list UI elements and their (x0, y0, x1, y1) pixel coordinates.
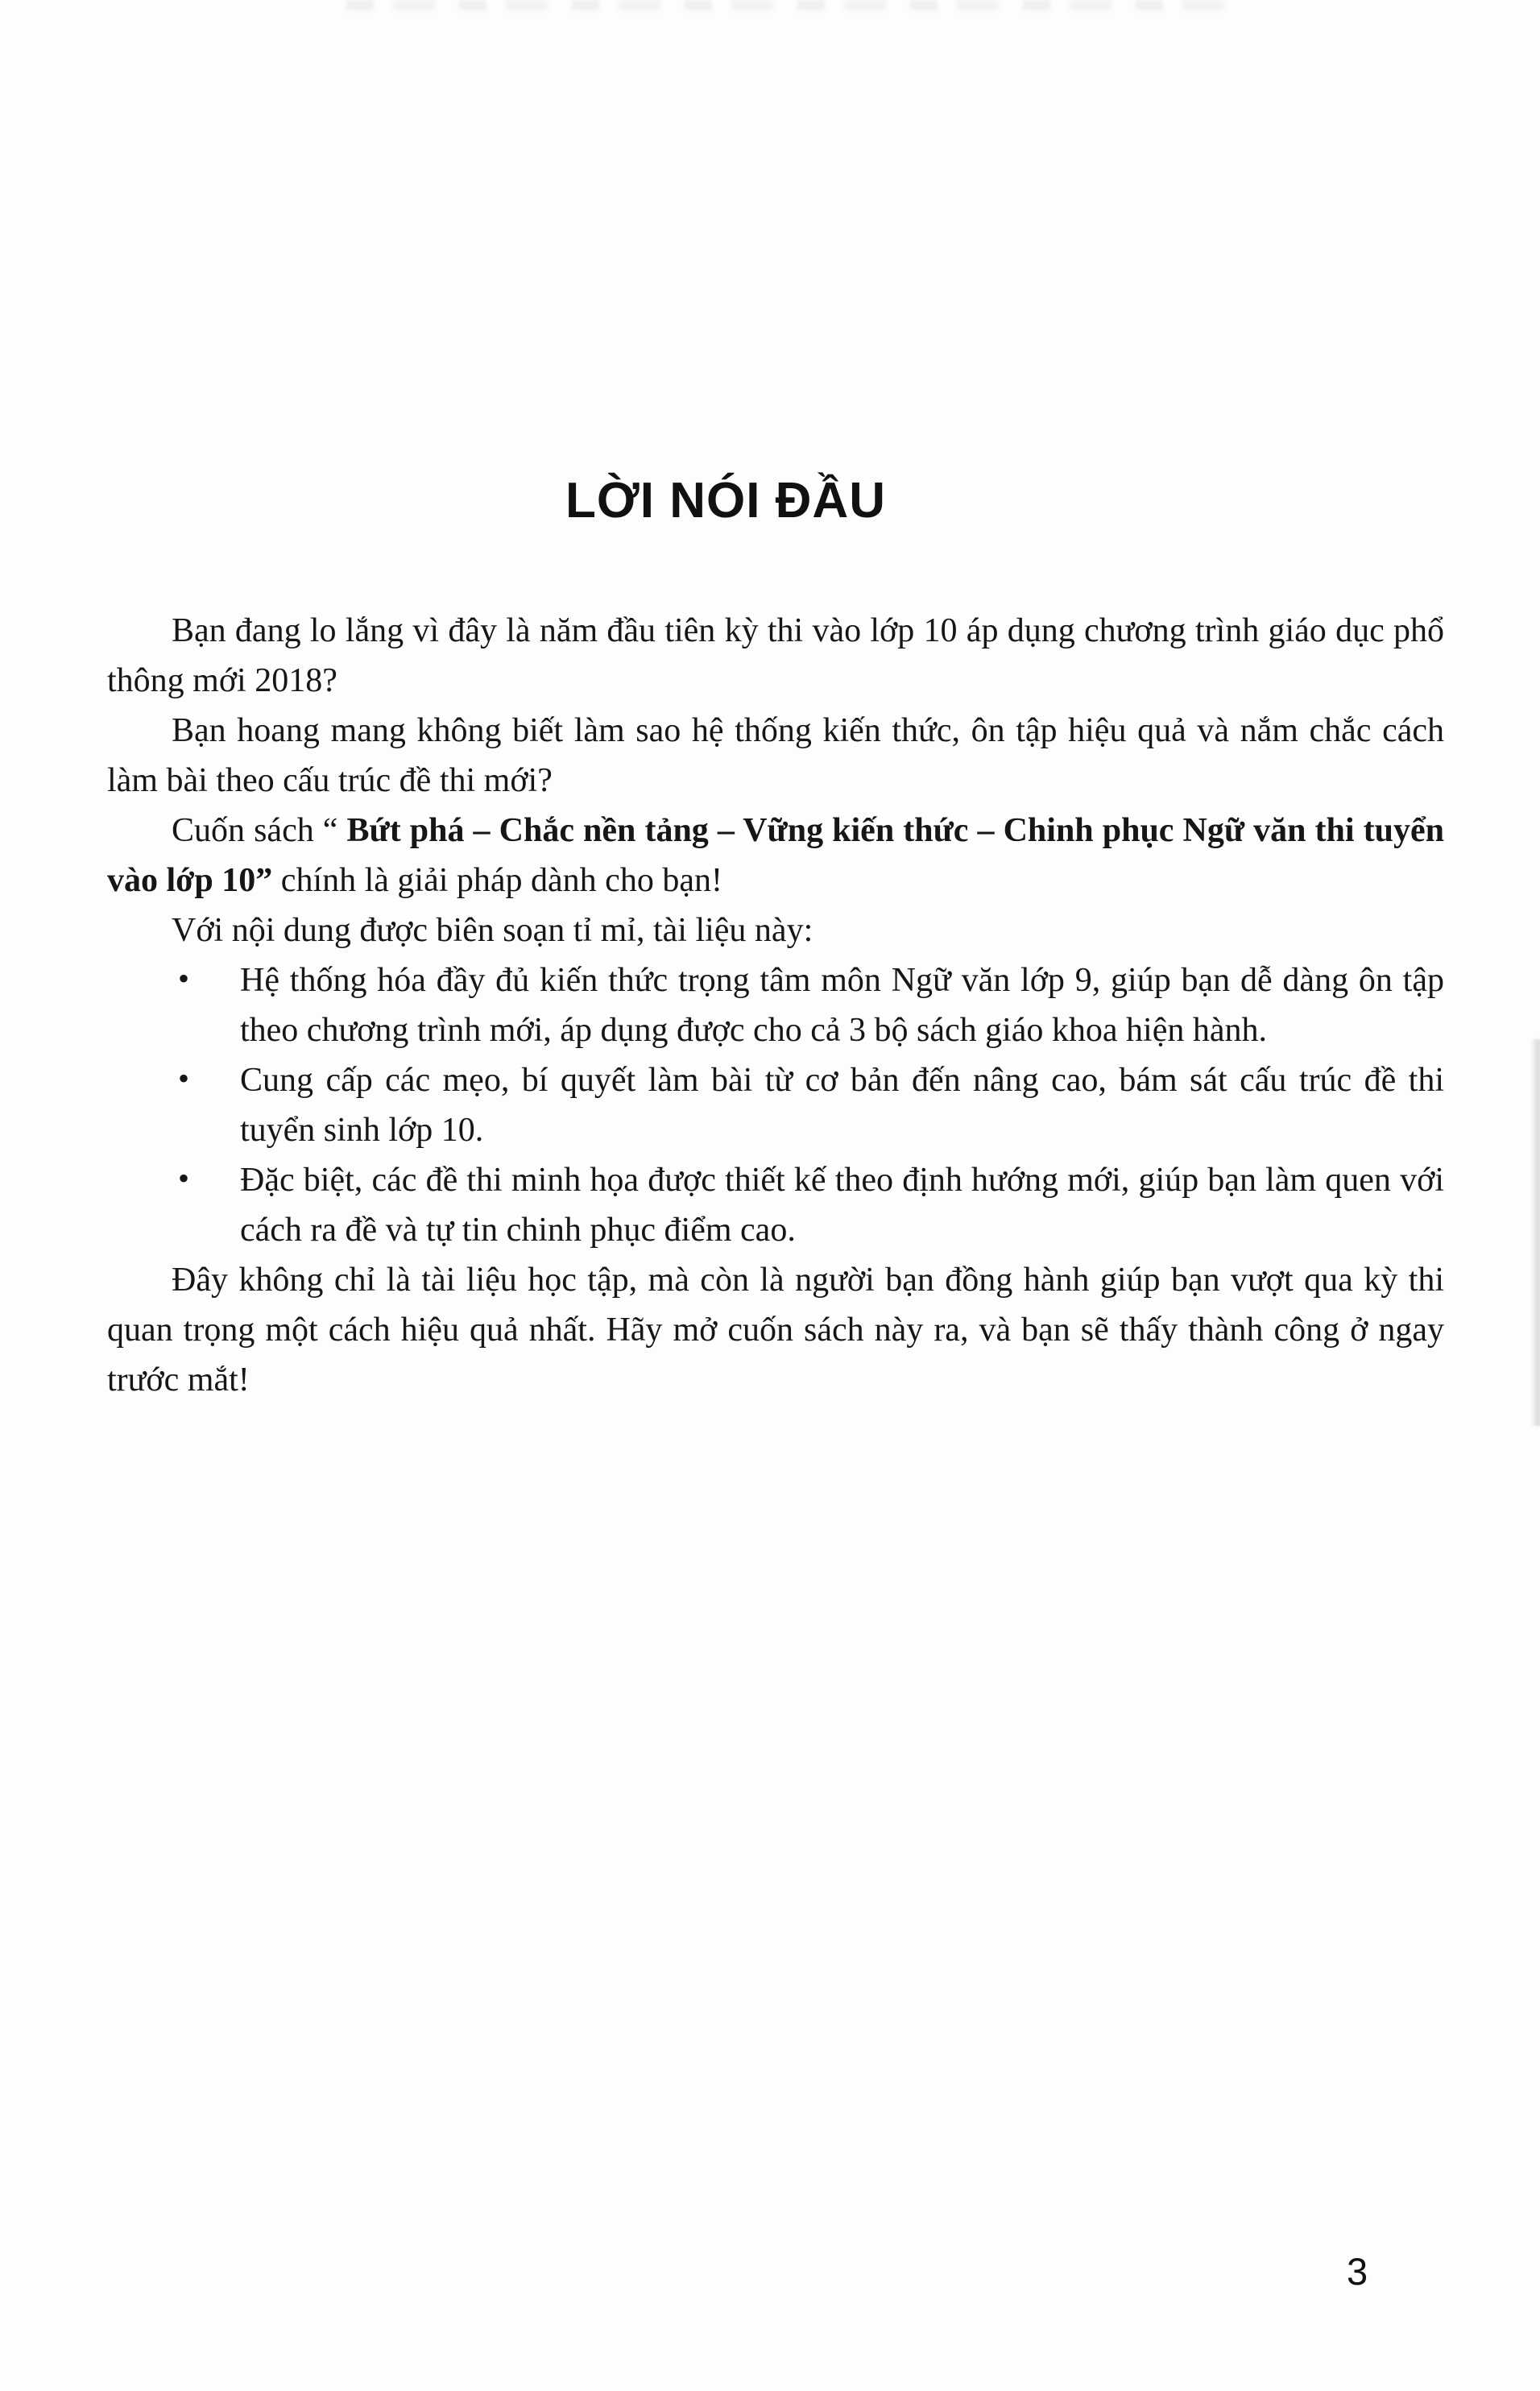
list-item-text: Đặc biệt, các đề thi minh họa được thiết kế theo định hướng mới, giúp bạn làm quen với cách ra đề và tự tin chinh phục điểm cao. (240, 1162, 1444, 1249)
paragraph-book-title (107, 806, 1444, 905)
page-content (107, 469, 1444, 1405)
paragraph-lead-in: Với nội dung được biên soạn tỉ mỉ, tài liệu này: (172, 912, 813, 949)
list-item (107, 1055, 1444, 1155)
bullet-icon: • (178, 1160, 190, 1196)
list-item (107, 955, 1444, 1055)
book-title-bold: Bứt phá – Chắc nền tảng – Vững kiến thức – Chinh phục Ngữ văn thi tuyển vào lớp 10” (107, 812, 1444, 899)
paragraph-intro-2: Bạn hoang mang không biết làm sao hệ thống kiến thức, ôn tập hiệu quả và nắm chắc cách làm bài theo cấu trúc đề thi mới? (107, 712, 1444, 799)
bullet-icon: • (178, 1060, 190, 1096)
list-item-text: Hệ thống hóa đầy đủ kiến thức trọng tâm môn Ngữ văn lớp 9, giúp bạn dễ dàng ôn tập theo chương trình mới, áp dụng được cho cả 3 bộ sách giáo khoa hiện hành. (240, 962, 1444, 1049)
book-title-prefix: Cuốn sách “ (172, 812, 347, 849)
scan-artifact-top (346, 0, 1224, 10)
list-item (107, 1155, 1444, 1255)
page-title: LỜI NÓI ĐẦU (565, 473, 886, 528)
list-item-text: Cung cấp các mẹo, bí quyết làm bài từ cơ bản đến nâng cao, bám sát cấu trúc đề thi tuyển sinh lớp 10. (240, 1062, 1444, 1149)
page-number: 3 (1347, 2250, 1368, 2293)
book-title-suffix: chính là giải pháp dành cho bạn! (272, 862, 722, 899)
bullet-icon: • (178, 960, 190, 997)
paragraph-intro-1: Bạn đang lo lắng vì đây là năm đầu tiên kỳ thi vào lớp 10 áp dụng chương trình giáo dục phổ thông mới 2018? (107, 612, 1444, 699)
paragraph-closing: Đây không chỉ là tài liệu học tập, mà còn là người bạn đồng hành giúp bạn vượt qua kỳ thi quan trọng một cách hiệu quả nhất. Hãy mở cuốn sách này ra, và bạn sẽ thấy thành công ở ngay trước mắt! (107, 1262, 1444, 1399)
feature-list (107, 955, 1444, 1255)
scan-edge-shadow (1530, 1039, 1540, 1426)
